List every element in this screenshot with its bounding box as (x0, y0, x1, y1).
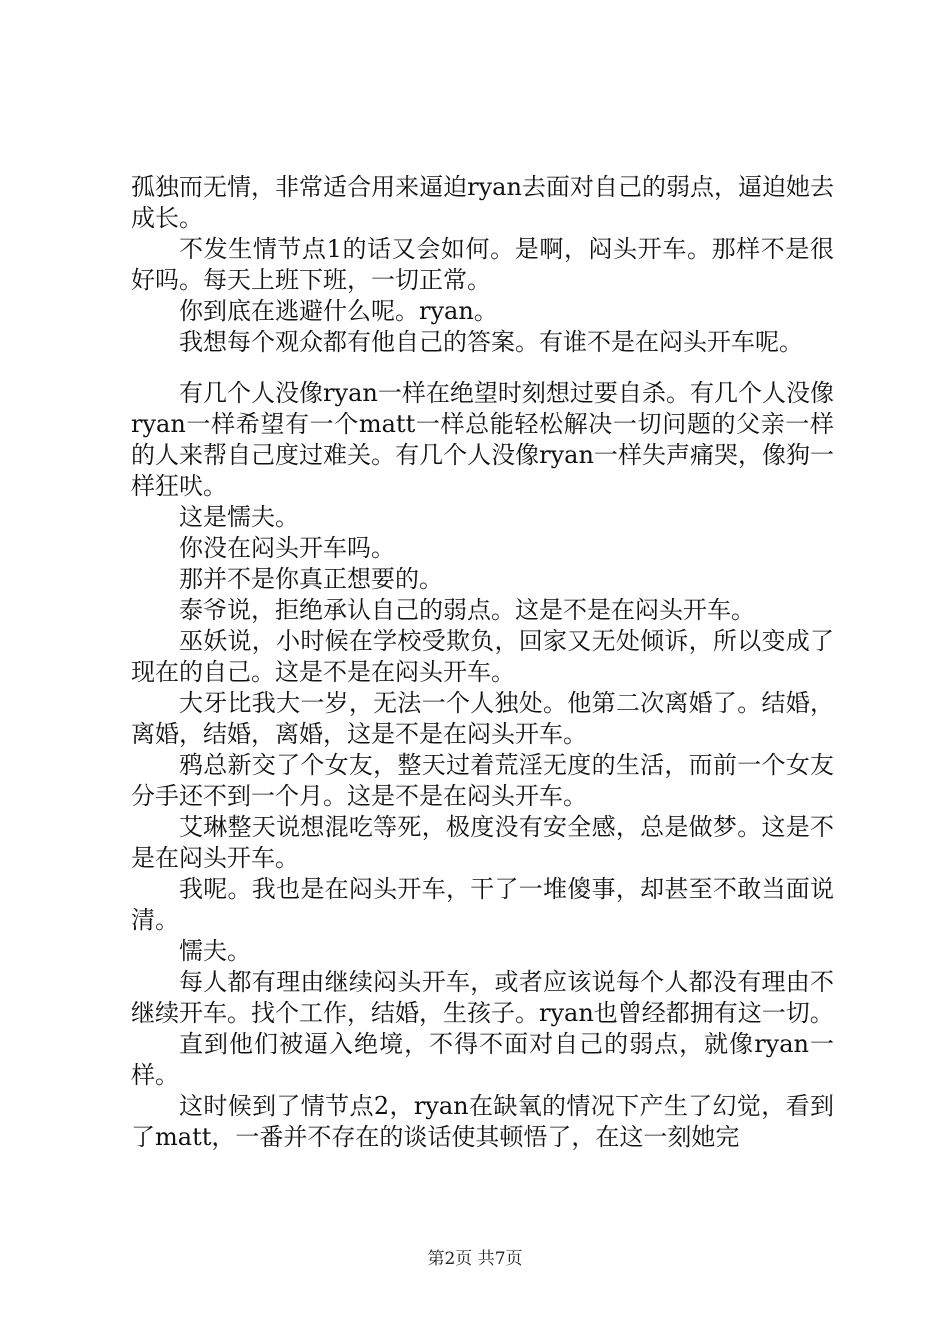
paragraph: 懦夫。 (179, 937, 251, 965)
paragraph: 那并不是你真正想要的。 (179, 565, 443, 593)
paragraph: 泰爷说，拒绝承认自己的弱点。这是不是在闷头开车。 (179, 596, 755, 624)
paragraph: 直到他们被逼入绝境，不得不面对自己的弱点，就像ryan一样。 (131, 1030, 834, 1089)
paragraph: 鸦总新交了个女友，整天过着荒淫无度的生活，而前一个女友分手还不到一个月。这是不是在闷头开车。 (131, 751, 834, 810)
paragraph: 我呢。我也是在闷头开车，干了一堆傻事，却甚至不敢当面说清。 (131, 875, 834, 934)
paragraph: 有几个人没像ryan一样在绝望时刻想过要自杀。有几个人没像ryan一样希望有一个matt一样总能轻松解决一切问题的父亲一样的人来帮自己度过难关。有几个人没像ryan一样失声痛哭，像狗一样狂吠。 (131, 379, 834, 500)
paragraph: 你没在闷头开车吗。 (179, 534, 395, 562)
paragraph: 艾琳整天说想混吃等死，极度没有安全感，总是做梦。这是不是在闷头开车。 (131, 813, 834, 872)
paragraph: 不发生情节点1的话又会如何。是啊，闷头开车。那样不是很好吗。每天上班下班，一切正常。 (131, 235, 834, 294)
paragraph: 这是懦夫。 (179, 503, 299, 531)
paragraph: 孤独而无情，非常适合用来逼迫ryan去面对自己的弱点，逼迫她去成长。 (131, 173, 834, 232)
paragraph-gap (131, 358, 834, 378)
paragraph: 你到底在逃避什么呢。ryan。 (179, 297, 498, 325)
paragraph: 这时候到了情节点2，ryan在缺氧的情况下产生了幻觉，看到了matt，一番并不存在的谈话使其顿悟了，在这一刻她完 (131, 1092, 834, 1151)
page-number-footer: 第2页 共7页 (427, 1249, 523, 1269)
paragraph: 我想每个观众都有他自己的答案。有谁不是在闷头开车呢。 (179, 328, 803, 356)
paragraph: 巫妖说，小时候在学校受欺负，回家又无处倾诉，所以变成了现在的自己。这是不是在闷头开车。 (131, 627, 834, 686)
body-text (131, 172, 834, 1153)
paragraph: 大牙比我大一岁，无法一个人独处。他第二次离婚了。结婚，离婚，结婚，离婚，这是不是在闷头开车。 (131, 689, 834, 748)
paragraph: 每人都有理由继续闷头开车，或者应该说每个人都没有理由不继续开车。找个工作，结婚，生孩子。ryan也曾经都拥有这一切。 (131, 968, 834, 1027)
